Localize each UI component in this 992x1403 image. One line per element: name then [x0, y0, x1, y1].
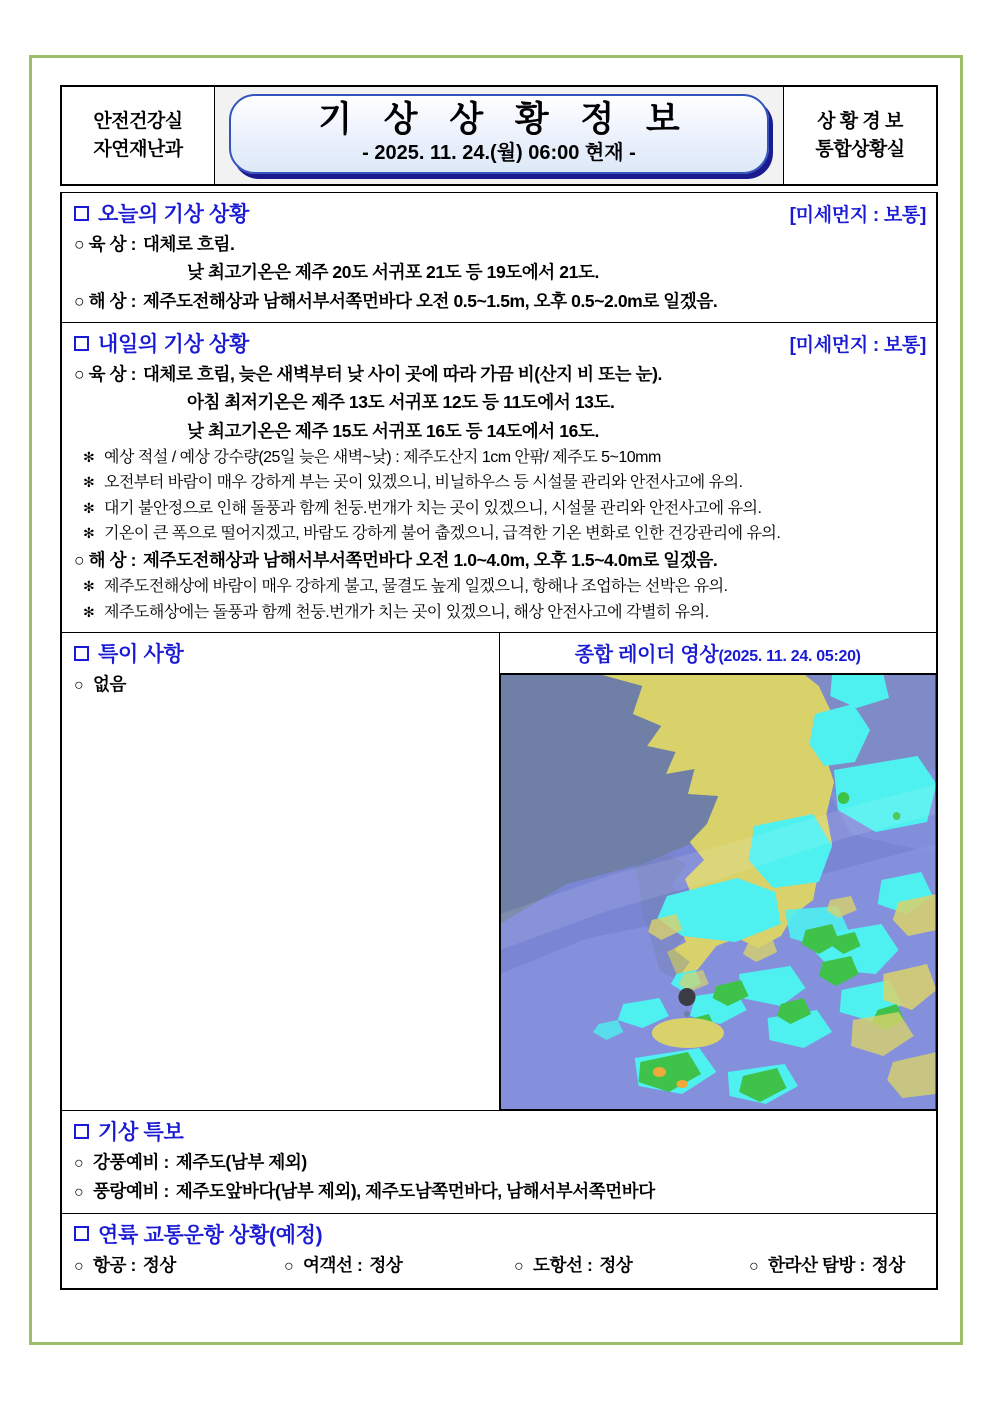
header-left-department: [61, 86, 215, 185]
tomorrow-land-note: [74, 521, 926, 546]
document-title: 기 상 상 황 정 보: [318, 99, 691, 139]
document-green-frame: [29, 55, 963, 1345]
today-land-temp-line: [74, 258, 926, 286]
tomorrow-section-header: [74, 328, 926, 358]
circle-bullet-icon: ○: [74, 1257, 84, 1275]
warning-item: [74, 1177, 926, 1206]
today-land-text: 대체로 흐림.: [143, 234, 235, 254]
checkbox-icon: [74, 1226, 89, 1241]
left-dept-line2: 자연재난과: [93, 138, 183, 160]
transport-value: 정상: [369, 1254, 403, 1275]
transport-value: 정상: [142, 1254, 176, 1275]
circle-bullet-icon: ○: [74, 1155, 84, 1172]
tomorrow-dust-badge: [미세먼지 : 보통]: [789, 334, 926, 356]
transport-label: 항공 :: [93, 1254, 136, 1275]
tomorrow-land-text: 대체로 흐림, 늦은 새벽부터 낮 사이 곳에 따라 가끔 비(산지 비 또는 눈).: [143, 364, 662, 385]
transport-item-island-boat: [514, 1251, 749, 1280]
radar-title-bar: [500, 633, 937, 674]
warning-value: 제주도(남부 제외): [175, 1152, 307, 1172]
radar-timestamp: (2025. 11. 24. 05:20): [718, 648, 861, 665]
tomorrow-max-temp-line: [74, 417, 926, 445]
asterisk-icon: ✻: [83, 524, 95, 541]
header-right-department: [784, 86, 938, 185]
section-special-notes: [61, 633, 499, 1111]
tomorrow-max-temp: 낮 최고기온은 제주 15도 서귀포 16도 등 14도에서 16도.: [187, 420, 599, 441]
warnings-title: 기상 특보: [98, 1121, 184, 1144]
tomorrow-land-label: ○ 육 상 :: [74, 364, 136, 385]
title-badge: [229, 94, 769, 174]
checkbox-icon: [74, 646, 89, 661]
asterisk-icon: ✻: [83, 474, 95, 491]
tomorrow-land-note-text: 대기 불안정으로 인해 돌풍과 함께 천둥.번개가 치는 곳이 있겠으니, 시설물 관리와 안전사고에 유의.: [104, 499, 762, 517]
document-timestamp: - 2025. 11. 24.(월) 06:00 현재 -: [362, 142, 636, 165]
transport-item-hallasan: [749, 1251, 905, 1280]
asterisk-icon: ✻: [83, 578, 95, 595]
checkbox-icon: [74, 206, 89, 221]
warning-value: 제주도앞바다(남부 제외), 제주도남쪽먼바다, 남해서부서쪽먼바다: [175, 1180, 655, 1201]
transport-item-ferry: [284, 1251, 514, 1280]
transport-title: 연륙 교통운항 상황(예정): [98, 1223, 323, 1247]
today-title: 오늘의 기상 상황: [98, 203, 249, 226]
checkbox-icon: [74, 336, 89, 351]
section-tomorrow: [61, 323, 937, 633]
document-body: [60, 192, 938, 1290]
section-weather-warnings: [61, 1111, 937, 1214]
transport-item-air: [74, 1251, 284, 1280]
tomorrow-land-line: [74, 360, 926, 388]
today-land-label: ○ 육 상 :: [74, 234, 136, 254]
checkbox-icon: [74, 1124, 89, 1139]
left-dept-line1: 안전건강실: [93, 110, 183, 132]
tomorrow-land-note: [74, 496, 926, 521]
right-dept-line2: 통합상황실: [815, 138, 905, 160]
right-dept-line1: 상 황 경 보: [817, 110, 903, 132]
tomorrow-land-note: [74, 445, 926, 470]
section-radar: [499, 633, 937, 1111]
radar-title: 종합 레이더 영상: [574, 644, 719, 666]
asterisk-icon: ✻: [83, 449, 95, 466]
tomorrow-land-note-text: 예상 적설 / 예상 강수량(25일 늦은 새벽~낮) : 제주도산지 1cm 안팎/ 제주도 5~10mm: [104, 449, 661, 467]
radar-jeju-island: [651, 1018, 723, 1048]
radar-image: [500, 674, 937, 1110]
asterisk-icon: ✻: [83, 499, 95, 516]
tomorrow-sea-label: ○ 해 상 :: [74, 550, 136, 571]
special-section-header: [74, 638, 489, 668]
warning-label: 강풍예비 :: [93, 1152, 169, 1172]
asterisk-icon: ✻: [83, 603, 95, 620]
circle-bullet-icon: ○: [284, 1257, 294, 1275]
tomorrow-sea-note-text: 제주도전해상에 바람이 매우 강하게 불고, 물결도 높게 일겠으니, 항해나 조업하는 선박은 유의.: [104, 578, 728, 596]
warnings-section-header: [74, 1116, 926, 1146]
warning-label: 풍랑예비 :: [93, 1180, 169, 1201]
circle-bullet-icon: ○: [74, 677, 84, 694]
today-sea-text: 제주도전해상과 남해서부서쪽먼바다 오전 0.5~1.5m, 오후 0.5~2.0m로 일겠음.: [143, 290, 718, 311]
transport-label: 도항선 :: [533, 1254, 593, 1275]
tomorrow-min-temp-line: [74, 388, 926, 416]
transport-label: 한라산 탐방 :: [768, 1254, 865, 1275]
tomorrow-sea-note-text: 제주도해상에는 돌풍과 함께 천둥.번개가 치는 곳이 있겠으니, 해상 안전사고에 각별히 유의.: [104, 603, 709, 621]
tomorrow-land-note-text: 오전부터 바람이 매우 강하게 부는 곳이 있겠으니, 비닐하우스 등 시설물 관리와 안전사고에 유의.: [104, 474, 743, 492]
today-land-line: [74, 230, 926, 258]
section-today: [61, 193, 937, 323]
today-section-header: [74, 198, 926, 228]
document-header: [60, 85, 938, 186]
tomorrow-sea-text: 제주도전해상과 남해서부서쪽먼바다 오전 1.0~4.0m, 오후 1.5~4.0m로 일겠음.: [143, 550, 718, 571]
tomorrow-min-temp: 아침 최저기온은 제주 13도 서귀포 12도 등 11도에서 13도.: [187, 392, 615, 413]
transport-value: 정상: [871, 1254, 905, 1275]
circle-bullet-icon: ○: [74, 1183, 84, 1201]
tomorrow-sea-line: [74, 546, 926, 574]
special-item-line: [74, 670, 489, 699]
transport-label: 여객선 :: [303, 1254, 363, 1275]
transport-section-header: [74, 1219, 926, 1249]
special-item-text: 없음: [93, 674, 127, 694]
tomorrow-sea-note: [74, 600, 926, 625]
radar-image-canvas: [500, 674, 937, 1110]
today-dust-badge: [미세먼지 : 보통]: [789, 204, 926, 226]
warning-item: [74, 1148, 926, 1177]
circle-bullet-icon: ○: [514, 1257, 524, 1275]
tomorrow-sea-note: [74, 574, 926, 599]
transport-status-row: [74, 1251, 926, 1280]
special-title: 특이 사항: [98, 643, 184, 666]
today-land-temp: 낮 최고기온은 제주 20도 서귀포 21도 등 19도에서 21도.: [187, 262, 599, 283]
header-title-cell: [215, 86, 784, 185]
tomorrow-title: 내일의 기상 상황: [98, 333, 249, 357]
transport-value: 정상: [599, 1254, 633, 1275]
today-sea-line: [74, 287, 926, 315]
today-sea-label: ○ 해 상 :: [74, 290, 136, 311]
circle-bullet-icon: ○: [749, 1257, 759, 1275]
tomorrow-land-note: [74, 470, 926, 495]
section-transport: [61, 1213, 937, 1288]
tomorrow-land-note-text: 기온이 큰 폭으로 떨어지겠고, 바람도 강하게 불어 춥겠으니, 급격한 기온 변화로 인한 건강관리에 유의.: [104, 524, 781, 542]
report-sheet: [60, 85, 938, 1290]
